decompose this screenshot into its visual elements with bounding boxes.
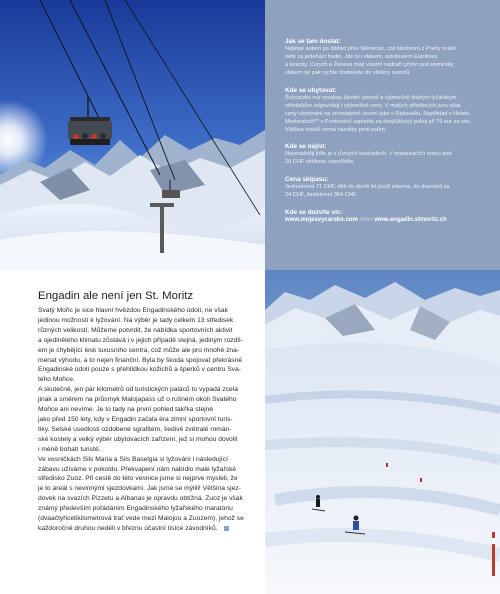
info-line: 24 CHF, šestidenní 364 CHF.: [285, 192, 358, 199]
article-line: různých velikostí. Můžeme potvrdit, že nabídka sportovních aktivit: [38, 326, 233, 334]
info-line: Jednodenní 71 CHF, děti do devíti let jezdí zdarma, do dvanácti za: [285, 184, 450, 191]
info-line: nete za jedeňáct hodin. Jde to i vlakem, autobusem Eurolines: [285, 53, 438, 60]
article-line: em je chybějící lesk luxusního centra, což může ale pro mnohé zna-: [38, 346, 240, 354]
article-line: tého Mořice.: [38, 376, 75, 384]
article-line: Ve vesničkách Sils Maria a Sils Baselgia si lyžování i následující: [38, 455, 228, 463]
info-line: Nejlépe autem po dálnici přes Německo, což kilometrů z Prahy zvlád-: [285, 46, 457, 52]
info-line: Většina hotelů nemá nárokky proti psům.: [285, 126, 387, 133]
article-line: známý především pořádáním Engadinského lyžařského maratónu: [38, 505, 233, 513]
info-line: ceny ubytování na srovnatelné úrovni jako v Rakousku. Například v Hotelu: [285, 110, 470, 117]
article-line: A skutečně, jen pár kilometrů od turistických paláců to vypadá zcela: [38, 386, 238, 394]
link-separator: nebo: [359, 217, 373, 224]
ski-slope-illustration: [265, 270, 500, 594]
info-title: Cena skipasu:: [285, 176, 329, 184]
info-line: Švýcarsko má vysokou životní úroveň a výjimečně dobrým lyžařským: [285, 94, 457, 101]
info-line: vlakem se pak rychle dostanete do většiny rezortů.: [285, 69, 411, 76]
chairlift-photo: [0, 0, 265, 270]
article-line: jako před 150 lety, kdy v Engadin začala éra zimní sportovní turis-: [38, 415, 233, 423]
article-line: dovek na svazích Pizzetu a Albanas je opravdu obtížná. Zuoz je však: [38, 495, 243, 503]
article-line: Mořice ani nevíme. Je to tady na první pohled takřka stejné: [38, 406, 214, 414]
article-line: tiky. Selské usedlosti ozdobené sgrafitem, šedivé zvětralé román-: [38, 425, 232, 433]
info-section-accommodation: [285, 87, 486, 135]
info-line: Nejsnadněji jídlo je s různých tastkodech. V restauracích menu pod: [285, 151, 452, 158]
info-title: Kde se najíst:: [285, 143, 327, 151]
article-line: menat výhodu, a to nejen finanční. Byla by škoda spojovat překrásné: [38, 356, 243, 364]
article-line: středisko Zuoz. Při cestě do této vesnice jsme si nejprve mysleli, že: [38, 475, 238, 483]
article: [38, 290, 260, 534]
info-line: Morteratsch** v Pontresině zaplatíte za dvojlůžkový pokoj až 79 eur za noc.: [285, 118, 472, 125]
info-section-more-info: [285, 209, 486, 223]
article-line: i méně bohatí turisté.: [38, 445, 101, 453]
info-line: a letecky. Curych a Ženeva mají vlastní nádraží přímo pod terminály,: [285, 61, 455, 68]
info-section-getting-there: [285, 38, 486, 78]
article-line: je to areál s nevinnými sjezdovkami. Jak jsme se mýlili! Většina sjez-: [38, 485, 241, 493]
article-line: zábavu užíváme v pokoldu. Překvapení nám nabídlo malé lyžařské: [38, 465, 237, 473]
article-line: Engadinské údolí pouze s přehlídkou kožichů a šperků v centru Sva-: [38, 366, 241, 374]
info-section-food: [285, 143, 486, 167]
end-square-icon: [224, 526, 229, 531]
link-engadin[interactable]: www.engadin.stmoritz.ch: [374, 217, 447, 224]
chairlift-illustration: [0, 0, 265, 270]
travel-info-box: [265, 0, 500, 270]
ski-slope-photo: [265, 270, 500, 594]
info-section-skipass: [285, 176, 486, 200]
info-title: Kde se ubytovat:: [285, 86, 337, 94]
article-line: a ojedinělého klimatu zůstává i v jejich případě stejná, jediným rozdíl-: [38, 336, 243, 344]
article-line-last: [38, 524, 260, 534]
article-line: (dvaačtyřicetikilometrová trať vede mezi Malojou a Zuozem), jehož se: [38, 515, 244, 523]
info-line: střediskům odpovídají i výjimečné ceny. V malých střediscích jsou však: [285, 102, 461, 109]
info-title: Kde se dozvíte víc:: [285, 209, 343, 217]
article-line-text: každoročně druhou neděli v březnu účastní tisíce závodníků.: [38, 524, 218, 532]
article-line: jedinou možností k lyžování. Na výběr je tady celkem 13 středisek: [38, 316, 234, 324]
article-line: jinak a směrem na průsmyk Malojapass už o rušném okolí Svatého: [38, 396, 237, 404]
article-line: ské kostely a velký výběr ubytovacích zařízení, jež si mohou dovolit: [38, 435, 238, 443]
article-title: Engadin ale není jen St. Moritz: [38, 290, 194, 302]
info-title: Jak se tam dostat:: [285, 38, 341, 45]
info-links: [285, 217, 486, 223]
info-line: 20 CHF většinou nepořídíte.: [285, 159, 355, 166]
article-line: Svatý Mořic je sice hlavní hvězdou Engadinského údolí, ne však: [38, 307, 228, 314]
link-mojesvycarsko[interactable]: www.mojesvycarsko.com: [285, 217, 358, 224]
